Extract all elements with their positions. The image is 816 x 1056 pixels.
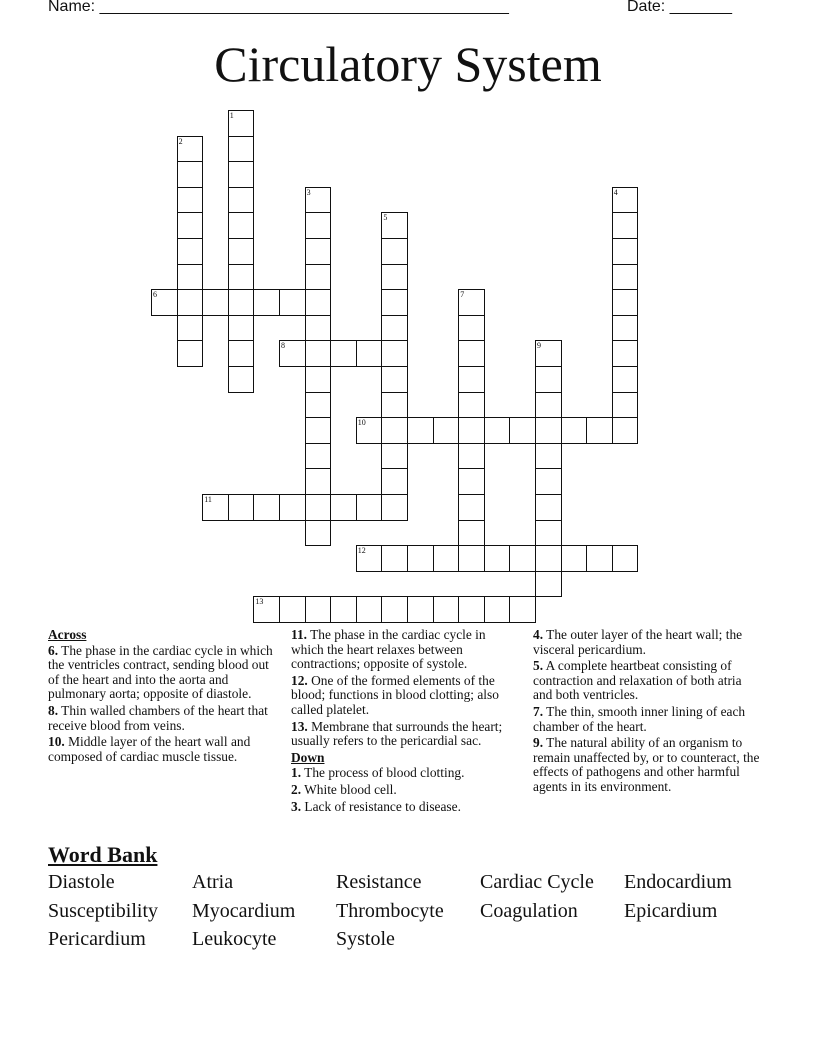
grid-cell[interactable] <box>381 596 408 623</box>
clue-number: 7 <box>460 290 465 300</box>
name-field[interactable]: Name: ______________________________________________ <box>48 0 509 15</box>
clue-down-2: 2. White blood cell. <box>291 781 397 797</box>
grid-cell[interactable] <box>509 545 536 572</box>
grid-cell[interactable] <box>305 340 332 367</box>
grid-cell[interactable] <box>228 136 255 163</box>
grid-cell[interactable] <box>612 289 639 316</box>
grid-cell[interactable] <box>535 392 562 419</box>
grid-cell[interactable] <box>586 417 613 444</box>
grid-cell[interactable] <box>228 110 255 137</box>
grid-cell[interactable] <box>305 468 332 495</box>
word-bank-item: Endocardium <box>624 871 732 893</box>
grid-cell[interactable] <box>381 494 408 521</box>
grid-cell[interactable] <box>458 545 485 572</box>
clue-number: 13 <box>255 597 264 607</box>
word-bank-title: Word Bank <box>48 842 158 867</box>
clue-number: 1 <box>229 111 234 120</box>
clue-across-8: 8. Thin walled chambers of the heart that receive blood from veins. <box>48 702 268 733</box>
grid-cell[interactable] <box>305 392 332 419</box>
grid-cell[interactable] <box>356 417 383 444</box>
grid-cell[interactable] <box>381 212 408 239</box>
grid-cell[interactable] <box>279 596 306 623</box>
grid-cell[interactable] <box>535 468 562 495</box>
grid-cell[interactable] <box>228 494 255 521</box>
clue-down-4: 4. The outer layer of the heart wall; the visceral pericardium. <box>533 627 743 657</box>
grid-cell[interactable] <box>356 340 383 367</box>
grid-cell[interactable] <box>381 468 408 495</box>
grid-cell[interactable] <box>458 289 485 316</box>
grid-cell[interactable] <box>381 366 408 393</box>
clues-column-1 <box>48 628 280 766</box>
clue-number: 2 <box>178 136 183 146</box>
grid-cell[interactable] <box>228 366 255 393</box>
clue-down-5: 5. A complete heartbeat consisting of contraction and relaxation of both atria and both ventricles. <box>533 658 742 703</box>
grid-cell[interactable] <box>279 289 306 316</box>
grid-cell[interactable] <box>535 366 562 393</box>
grid-cell[interactable] <box>458 392 485 419</box>
grid-cell[interactable] <box>330 494 357 521</box>
grid-cell[interactable] <box>228 212 255 239</box>
grid-cell[interactable] <box>509 417 536 444</box>
grid-cell[interactable] <box>458 366 485 393</box>
header <box>48 0 748 20</box>
grid-cell[interactable] <box>458 443 485 470</box>
grid-cell[interactable] <box>228 264 255 291</box>
grid-cell[interactable] <box>330 340 357 367</box>
grid-cell[interactable] <box>305 187 332 214</box>
word-bank-item: Atria <box>192 871 234 893</box>
word-bank-item: Epicardium <box>624 899 718 922</box>
word-bank-item: Systole <box>336 928 395 951</box>
grid-cell[interactable] <box>381 443 408 470</box>
grid-cell[interactable] <box>535 520 562 547</box>
grid-cell[interactable] <box>433 596 460 623</box>
grid-cell[interactable] <box>433 545 460 572</box>
clue-number: 3 <box>306 187 311 197</box>
grid-cell[interactable] <box>202 289 229 316</box>
grid-cell[interactable] <box>177 264 204 291</box>
clue-across-10: 10. Middle layer of the heart wall and composed of cardiac muscle tissue. <box>48 734 251 764</box>
grid-cell[interactable] <box>407 545 434 572</box>
clue-number: 4 <box>613 187 618 197</box>
grid-cell[interactable] <box>612 545 639 572</box>
grid-cell[interactable] <box>177 315 204 342</box>
grid-cell[interactable] <box>509 596 536 623</box>
word-bank-item: Myocardium <box>192 899 296 922</box>
grid-cell[interactable] <box>458 596 485 623</box>
grid-cell[interactable] <box>356 596 383 623</box>
grid-cell[interactable] <box>305 494 332 521</box>
clue-across-11: 11. The phase in the cardiac cycle in which the heart relaxes between contractions; opposite of systole. <box>291 627 486 672</box>
grid-cell[interactable] <box>484 545 511 572</box>
grid-cell[interactable] <box>279 340 306 367</box>
grid-cell[interactable] <box>177 161 204 188</box>
grid-cell[interactable] <box>305 596 332 623</box>
word-bank-item: Pericardium <box>48 928 146 951</box>
grid-cell[interactable] <box>535 443 562 470</box>
grid-cell[interactable] <box>381 417 408 444</box>
word-bank-item: Susceptibility <box>48 899 158 922</box>
word-bank-item: Cardiac Cycle <box>480 871 594 893</box>
grid-cell[interactable] <box>177 187 204 214</box>
grid-cell[interactable] <box>458 315 485 342</box>
grid-cell[interactable] <box>228 187 255 214</box>
grid-cell[interactable] <box>228 340 255 367</box>
word-bank-item: Thrombocyte <box>336 899 444 922</box>
grid-cell[interactable] <box>612 238 639 265</box>
word-bank-item: Diastole <box>48 871 115 893</box>
grid-cell[interactable] <box>458 417 485 444</box>
clue-number: 10 <box>357 418 366 428</box>
grid-cell[interactable] <box>228 238 255 265</box>
grid-cell[interactable] <box>228 289 255 316</box>
grid-cell[interactable] <box>305 443 332 470</box>
grid-cell[interactable] <box>612 417 639 444</box>
grid-cell[interactable] <box>381 238 408 265</box>
grid-cell[interactable] <box>253 494 280 521</box>
word-bank-item: Coagulation <box>480 899 578 922</box>
grid-cell[interactable] <box>586 545 613 572</box>
grid-cell[interactable] <box>458 494 485 521</box>
grid-cell[interactable] <box>612 315 639 342</box>
grid-cell[interactable] <box>458 340 485 367</box>
date-field[interactable]: Date: _______ <box>627 0 732 15</box>
grid-cell[interactable] <box>535 494 562 521</box>
grid-cell[interactable] <box>458 468 485 495</box>
clue-number: 8 <box>281 341 285 351</box>
clue-down-3: 3. Lack of resistance to disease. <box>291 798 461 814</box>
clue-across-13: 13. Membrane that surrounds the heart; usually refers to the pericardial sac. <box>291 718 503 749</box>
grid-cell[interactable] <box>407 417 434 444</box>
clue-number: 12 <box>357 546 366 556</box>
grid-cell[interactable] <box>612 366 639 393</box>
word-bank-item: Leukocyte <box>192 928 277 951</box>
grid-cell[interactable] <box>305 366 332 393</box>
grid-cell[interactable] <box>561 545 588 572</box>
grid-cell[interactable] <box>535 571 562 598</box>
clues-column-2 <box>291 628 517 816</box>
grid-cell[interactable] <box>228 315 255 342</box>
down-heading: Down <box>291 749 325 765</box>
grid-cell[interactable] <box>177 212 204 239</box>
page-title: Circulatory System <box>214 36 602 92</box>
grid-cell[interactable] <box>381 545 408 572</box>
clue-number: 6 <box>153 290 157 300</box>
grid-cell[interactable] <box>535 417 562 444</box>
grid-cell[interactable] <box>177 238 204 265</box>
clue-number: 5 <box>383 213 388 223</box>
grid-cell[interactable] <box>177 289 204 316</box>
grid-cell[interactable] <box>305 417 332 444</box>
grid-cell[interactable] <box>305 264 332 291</box>
clue-across-12: 12. One of the formed elements of the blood; functions in blood clotting; also called platelet. <box>291 672 499 717</box>
grid-cell[interactable] <box>228 161 255 188</box>
grid-cell[interactable] <box>535 340 562 367</box>
clue-down-1: 1. The process of blood clotting. <box>291 765 465 781</box>
grid-cell[interactable] <box>330 596 357 623</box>
grid-cell[interactable] <box>202 494 229 521</box>
grid-cell[interactable] <box>305 289 332 316</box>
grid-cell[interactable] <box>612 264 639 291</box>
grid-cell[interactable] <box>381 340 408 367</box>
grid-cell[interactable] <box>177 340 204 367</box>
clue-number: 11 <box>204 495 212 504</box>
grid-cell[interactable] <box>356 545 383 572</box>
across-heading: Across <box>48 627 87 642</box>
grid-cell[interactable] <box>612 340 639 367</box>
grid-cell[interactable] <box>381 315 408 342</box>
grid-cell[interactable] <box>151 289 178 316</box>
grid-cell[interactable] <box>356 494 383 521</box>
grid-cell[interactable] <box>561 417 588 444</box>
clue-number: 9 <box>537 341 541 351</box>
grid-cell[interactable] <box>535 545 562 572</box>
grid-cell[interactable] <box>305 212 332 239</box>
grid-cell[interactable] <box>305 520 332 547</box>
grid-cell[interactable] <box>484 596 511 623</box>
grid-cell[interactable] <box>381 264 408 291</box>
grid-cell[interactable] <box>177 136 204 163</box>
grid-cell[interactable] <box>279 494 306 521</box>
grid-cell[interactable] <box>612 392 639 419</box>
clues-column-3 <box>533 628 761 797</box>
grid-cell[interactable] <box>305 238 332 265</box>
clue-down-7: 7. The thin, smooth inner lining of each chamber of the heart. <box>533 703 746 734</box>
grid-cell[interactable] <box>305 315 332 342</box>
clue-down-9: 9. The natural ability of an organism to remain unaffected by, or to counteract, the effects of pathogens and other harmful agents in its environment. <box>533 735 760 794</box>
grid-cell[interactable] <box>381 289 408 316</box>
grid-cell[interactable] <box>407 596 434 623</box>
grid-cell[interactable] <box>612 212 639 239</box>
grid-cell[interactable] <box>253 289 280 316</box>
grid-cell[interactable] <box>253 596 280 623</box>
word-bank-item: Resistance <box>336 871 422 893</box>
grid-cell[interactable] <box>458 520 485 547</box>
word-bank <box>48 871 788 957</box>
grid-cell[interactable] <box>433 417 460 444</box>
grid-cell[interactable] <box>381 392 408 419</box>
grid-cell[interactable] <box>612 187 639 214</box>
grid-cell[interactable] <box>484 417 511 444</box>
clue-across-6: 6. The phase in the cardiac cycle in which the ventricles contract, sending blood out of the heart and into the aorta and pulmonary aorta; opposite of diastole. <box>48 642 273 702</box>
